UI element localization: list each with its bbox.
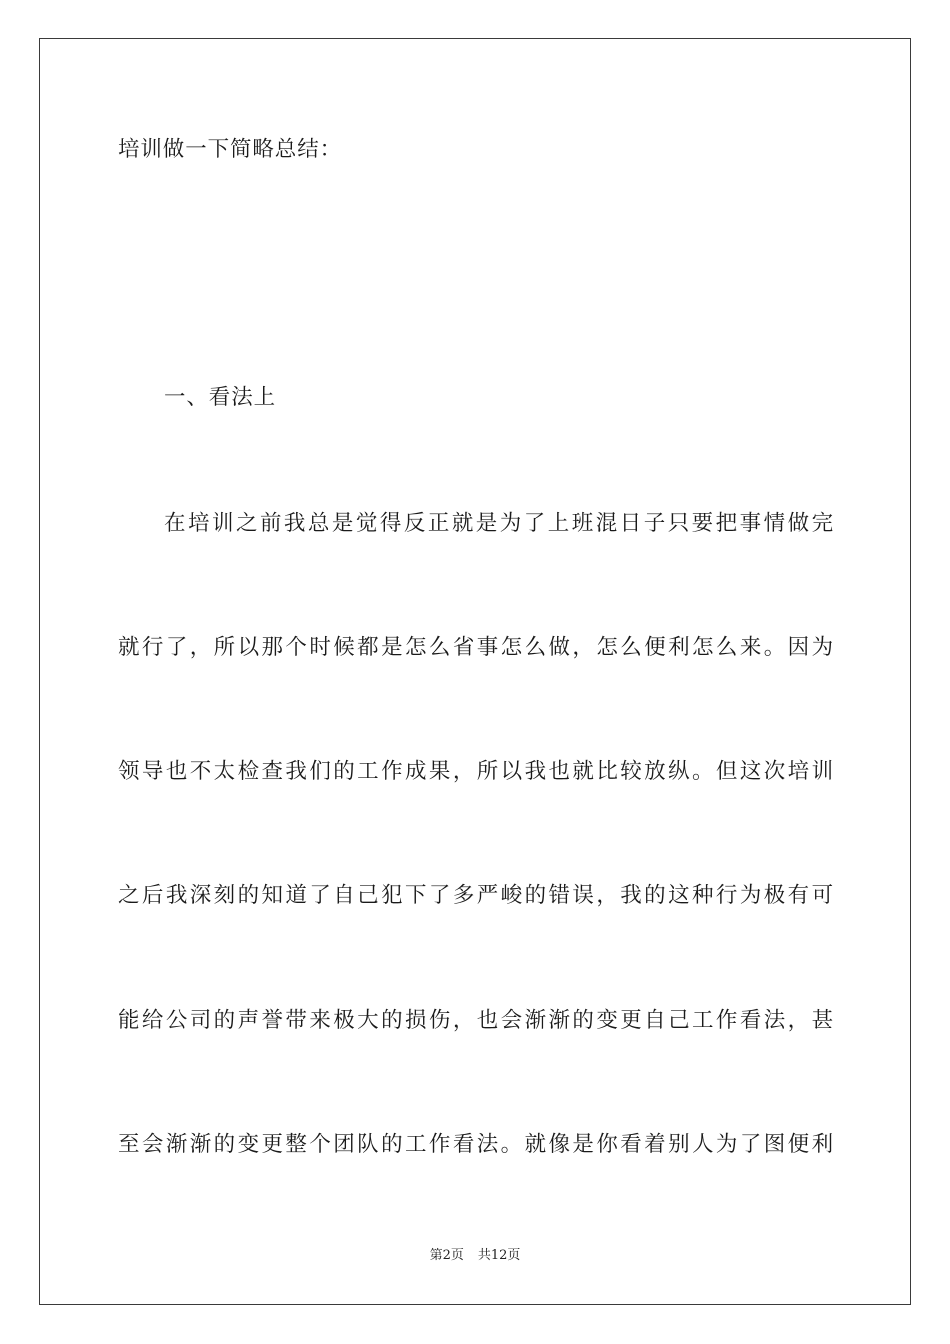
page-number: 第2页 bbox=[429, 1248, 464, 1263]
page-border bbox=[39, 38, 911, 1305]
section-heading: 一、看法上 bbox=[164, 385, 277, 410]
paragraph-line: 之后我深刻的知道了自己犯下了多严峻的错误，我的这种行为极有可 bbox=[118, 883, 834, 908]
paragraph-line: 能给公司的声誉带来极大的损伤，也会渐渐的变更自己工作看法，甚 bbox=[118, 1008, 834, 1033]
paragraph-line: 就行了，所以那个时候都是怎么省事怎么做，怎么便利怎么来。因为 bbox=[118, 635, 834, 660]
paragraph-line: 至会渐渐的变更整个团队的工作看法。就像是你看着别人为了图便利 bbox=[118, 1132, 834, 1157]
total-pages: 共12页 bbox=[477, 1248, 521, 1263]
paragraph-line: 领导也不太检查我们的工作成果，所以我也就比较放纵。但这次培训 bbox=[118, 759, 834, 784]
page-footer bbox=[0, 1247, 950, 1265]
summary-intro-line: 培训做一下简略总结： bbox=[118, 137, 343, 162]
paragraph-line: 在培训之前我总是觉得反正就是为了上班混日子只要把事情做完 bbox=[164, 511, 834, 536]
